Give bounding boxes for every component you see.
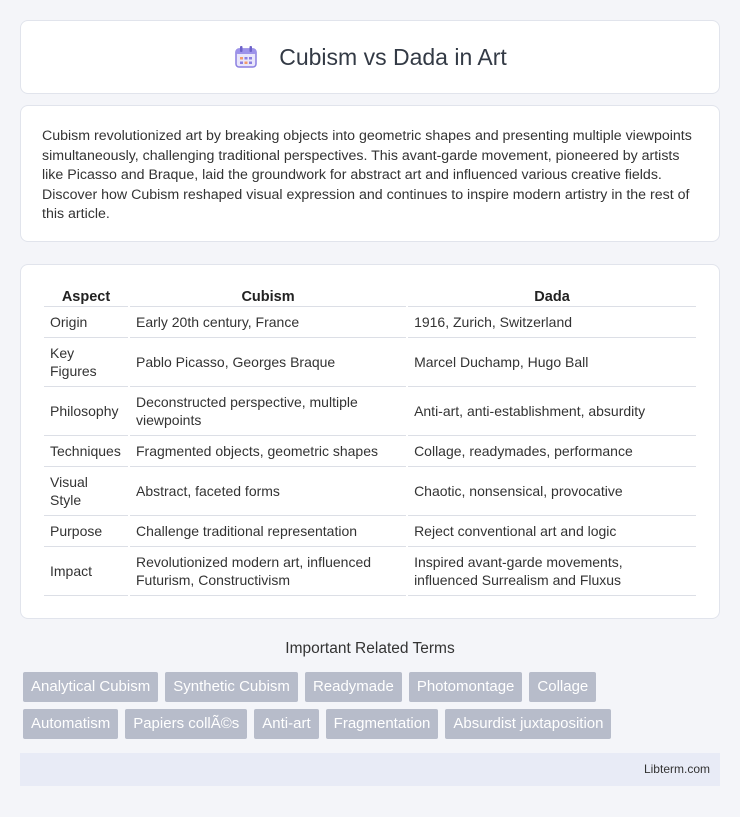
cell-cubism: Early 20th century, France: [130, 307, 406, 338]
cell-dada: Chaotic, nonsensical, provocative: [408, 467, 696, 516]
tag-automatism[interactable]: Automatism: [23, 709, 118, 739]
comparison-table-card: [20, 264, 720, 619]
related-terms-tags: [23, 672, 723, 746]
cell-dada: 1916, Zurich, Switzerland: [408, 307, 696, 338]
intro-card: [20, 105, 720, 242]
calendar-icon: [233, 44, 259, 70]
table-header-row: [44, 285, 696, 307]
cell-aspect: Philosophy: [44, 387, 128, 436]
tag-anti-art[interactable]: Anti-art: [254, 709, 318, 739]
tag-fragmentation[interactable]: Fragmentation: [326, 709, 439, 739]
comparison-table: [42, 285, 698, 596]
header-cubism: Cubism: [130, 285, 406, 307]
header-dada: Dada: [408, 285, 696, 307]
footer-site-link[interactable]: Libterm.com: [643, 762, 710, 776]
cell-cubism: Revolutionized modern art, influenced Futurism, Constructivism: [130, 547, 406, 596]
cell-aspect: Purpose: [44, 516, 128, 547]
tag-absurdist-juxtaposition[interactable]: Absurdist juxtaposition: [445, 709, 611, 739]
cell-dada: Anti-art, anti-establishment, absurdity: [408, 387, 696, 436]
intro-text: Cubism revolutionized art by breaking objects into geometric shapes and presenting multiple viewpoints simultaneously, challenging traditional perspectives. This avant-garde movement, pioneered by artists like Picasso and Braque, laid the groundwork for abstract art and influenced various creative fields. Discover how Cubism reshaped visual expression and continues to inspire modern artistry in the rest of this article.: [42, 128, 692, 222]
tag-row: [23, 709, 723, 739]
cell-cubism: Deconstructed perspective, multiple viewpoints: [130, 387, 406, 436]
cell-cubism: Pablo Picasso, Georges Braque: [130, 338, 406, 387]
table-row: [44, 387, 696, 436]
table-row: [44, 338, 696, 387]
tag-photomontage[interactable]: Photomontage: [409, 672, 523, 702]
cell-cubism: Abstract, faceted forms: [130, 467, 406, 516]
table-row: [44, 547, 696, 596]
tag-synthetic-cubism[interactable]: Synthetic Cubism: [165, 672, 298, 702]
tag-readymade[interactable]: Readymade: [305, 672, 402, 702]
table-row: [44, 307, 696, 338]
header-card: [20, 20, 720, 94]
cell-aspect: Techniques: [44, 436, 128, 467]
table-row: [44, 516, 696, 547]
cell-aspect: Visual Style: [44, 467, 128, 516]
footer: [20, 753, 720, 786]
cell-dada: Collage, readymades, performance: [408, 436, 696, 467]
header-aspect: Aspect: [44, 285, 128, 307]
related-terms-title: Important Related Terms: [285, 640, 455, 657]
table-row: [44, 467, 696, 516]
tag-papiers-colles[interactable]: Papiers collÃ©s: [125, 709, 247, 739]
cell-dada: Reject conventional art and logic: [408, 516, 696, 547]
table-row: [44, 436, 696, 467]
cell-cubism: Challenge traditional representation: [130, 516, 406, 547]
tag-row: [23, 672, 723, 702]
cell-aspect: Key Figures: [44, 338, 128, 387]
cell-aspect: Impact: [44, 547, 128, 596]
cell-dada: Inspired avant-garde movements, influenced Surrealism and Fluxus: [408, 547, 696, 596]
cell-cubism: Fragmented objects, geometric shapes: [130, 436, 406, 467]
cell-aspect: Origin: [44, 307, 128, 338]
cell-dada: Marcel Duchamp, Hugo Ball: [408, 338, 696, 387]
page-title: Cubism vs Dada in Art: [279, 43, 507, 70]
tag-collage[interactable]: Collage: [529, 672, 596, 702]
tag-analytical-cubism[interactable]: Analytical Cubism: [23, 672, 158, 702]
